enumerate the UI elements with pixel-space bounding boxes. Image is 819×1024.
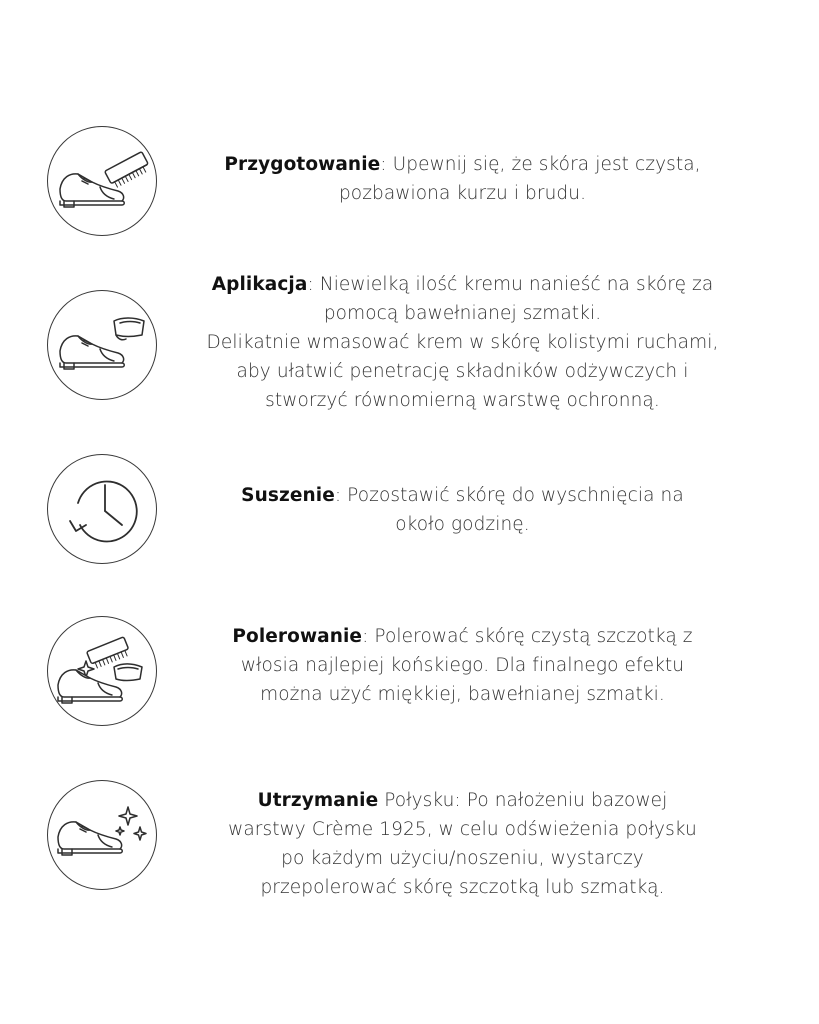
step-text xyxy=(175,622,750,709)
step-text xyxy=(175,270,750,415)
step-title: Aplikacja xyxy=(211,274,308,295)
step-text xyxy=(175,150,750,208)
step-line: warstwy Crème 1925, w celu odświeżenia połysku xyxy=(228,819,697,840)
step-line: : Upewnij się, że skóra jest czysta, xyxy=(380,154,701,175)
step-line: Delikatnie wmasować krem w skórę kolistymi ruchami, xyxy=(206,332,719,353)
shoe-brush-cloth-icon xyxy=(47,616,157,726)
step-title: Polerowanie xyxy=(232,626,363,647)
step-line: około godzinę. xyxy=(395,514,530,535)
step-line: przepolerować skórę szczotką lub szmatką. xyxy=(260,877,665,898)
step-title: Przygotowanie xyxy=(224,154,381,175)
step-line: Połysku: Po nałożeniu bazowej xyxy=(378,790,668,811)
step-title: Suszenie xyxy=(241,485,335,506)
shoe-cloth-icon xyxy=(47,290,157,400)
step-text xyxy=(175,786,750,902)
step-title: Utrzymanie xyxy=(257,790,379,811)
shoe-sparkle-icon xyxy=(47,780,157,890)
step-text xyxy=(175,481,750,539)
step-line: po każdym użyciu/noszeniu, wystarczy xyxy=(281,848,644,869)
step-line: pozbawiona kurzu i brudu. xyxy=(338,183,587,204)
step-line: pomocą bawełnianej szmatki. xyxy=(323,303,602,324)
step-line: można użyć miękkiej, bawełnianej szmatki. xyxy=(260,684,665,705)
step-line: : Niewielką ilość kremu nanieść na skórę za xyxy=(307,274,714,295)
clock-icon xyxy=(47,454,157,564)
step-line: stworzyć równomierną warstwę ochronną. xyxy=(265,390,660,411)
step-line: włosia najlepiej końskiego. Dla finalnego efektu xyxy=(240,655,685,676)
step-line: aby ułatwić penetrację składników odżywczych i xyxy=(236,361,689,382)
step-line: : Polerować skórę czystą szczotką z xyxy=(362,626,693,647)
step-line: : Pozostawić skórę do wyschnięcia na xyxy=(334,485,684,506)
shoe-brush-icon xyxy=(47,126,157,236)
